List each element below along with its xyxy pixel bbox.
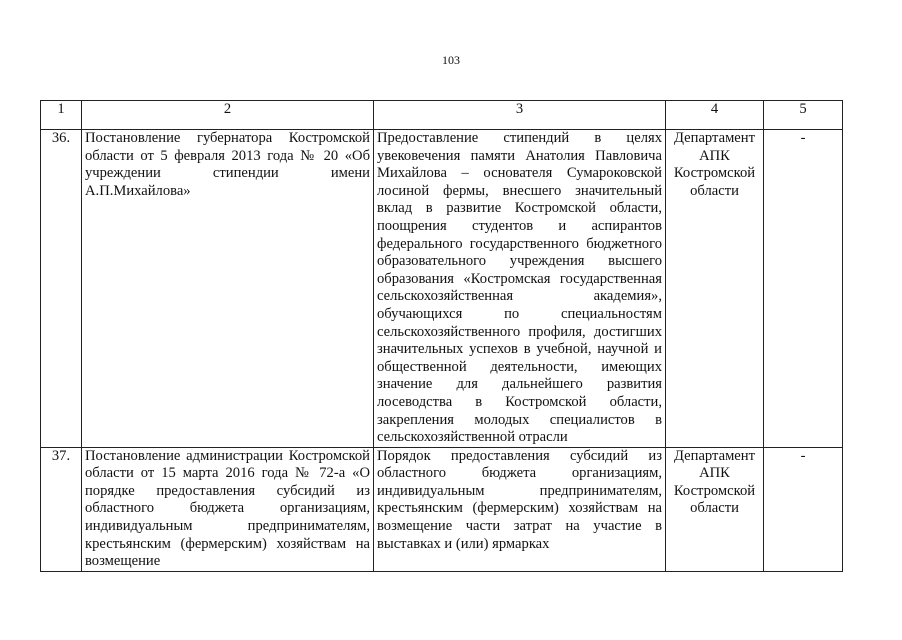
column-header-4: 4 (666, 101, 764, 130)
responsible-department: Департамент АПК Костромской области (666, 447, 764, 571)
legal-act: Постановление администрации Костромской области от 15 марта 2016 года № 72-а «О порядке предоставления субсидий из областного бюджета организациям, индивидуальным предпринимателям, крестьянским (фермерским) хозяйствам на возмещение (82, 447, 374, 571)
table-header-row (41, 101, 843, 130)
column-5-value: - (764, 447, 843, 571)
regulations-table (40, 100, 843, 572)
column-header-3: 3 (374, 101, 666, 130)
table-row (41, 447, 843, 571)
column-header-5: 5 (764, 101, 843, 130)
page-number: 103 (442, 53, 460, 67)
column-header-2: 2 (82, 101, 374, 130)
row-number: 36. (41, 130, 82, 448)
row-number: 37. (41, 447, 82, 571)
legal-act: Постановление губернатора Костромской области от 5 февраля 2013 года № 20 «Об учреждении стипендии имени А.П.Михайлова» (82, 130, 374, 448)
purpose: Предоставление стипендий в целях увековечения памяти Анатолия Павловича Михайлова – основателя Сумароковской лосиной фермы, внесшего значительный вклад в развитие Костромской области, поощрения студентов и аспирантов федерального государственного бюджетного образовательного учреждения высшего образования «Костромская государственная сельскохозяйственная академия», обучающихся по специальностям сельскохозяйственного профиля, достигших значительных успехов в учебной, научной и общественной деятельности, имеющих значение для дальнейшего развития лосеводства в Костромской области, закрепления молодых специалистов в сельскохозяйственной отрасли (374, 130, 666, 448)
column-5-value: - (764, 130, 843, 448)
column-header-1: 1 (41, 101, 82, 130)
responsible-department: Департамент АПК Костромской области (666, 130, 764, 448)
purpose: Порядок предоставления субсидий из областного бюджета организациям, индивидуальным предпринимателям, крестьянским (фермерским) хозяйствам на возмещение части затрат на участие в выставках и (или) ярмарках (374, 447, 666, 571)
table-row (41, 130, 843, 448)
